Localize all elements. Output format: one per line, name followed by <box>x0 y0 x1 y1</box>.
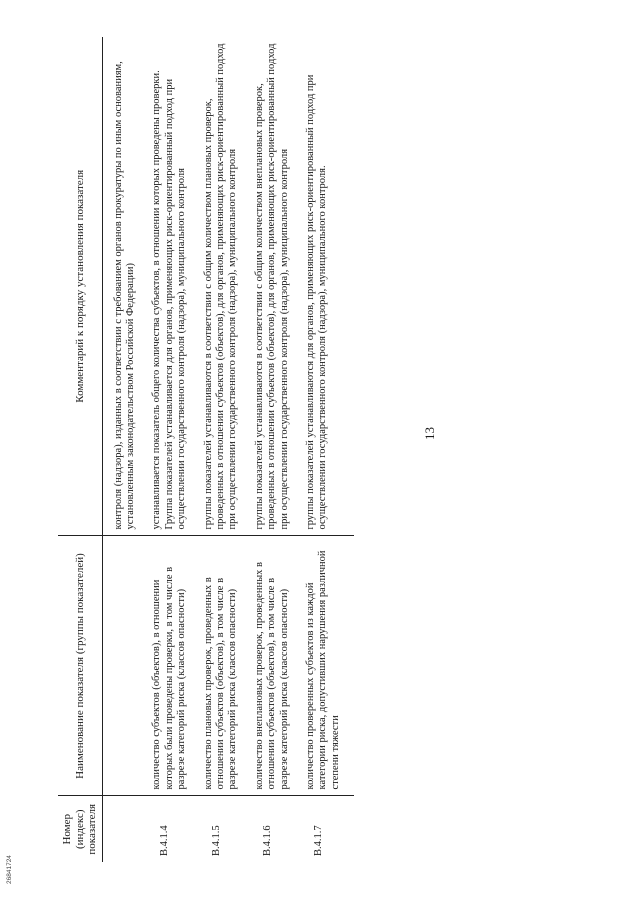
row-comment: группы показателей устанавливаются в соответствии с общим количеством плановых проверок, проведенных в отношении субъектов (объектов), для органов, применяющих риск-ориентированный подход при осуществлении государственного контроля (надзора), муниципального контроля <box>201 37 252 536</box>
row-comment: группы показателей устанавливаются в соответствии с общим количеством внеплановых проверок, проведенных в отношении субъектов (объектов), для органов, применяющих риск-ориентированный подход при осуществлении государственного контроля (надзора), муниципального контроля <box>252 37 303 536</box>
table-row <box>149 37 200 862</box>
table-row <box>102 37 149 862</box>
table-row <box>201 37 252 862</box>
row-comment: контроля (надзора), изданных в соответствии с требованием органов прокуратуры по иным основаниям, установленным законодательством Российской Федерации) <box>102 37 149 536</box>
row-code: В.4.1.7 <box>312 825 324 856</box>
row-code <box>102 796 149 862</box>
row-name: количество плановых проверок, проведенных в отношении субъектов (объектов), в том числе в разрезе категорий риска (классов опасности) <box>201 536 252 796</box>
table-row <box>252 37 303 862</box>
row-name <box>102 536 149 796</box>
document-id: 26841724 <box>6 855 13 884</box>
header-comment: Комментарий к порядку установления показателя <box>58 37 102 536</box>
rotated-table-frame <box>58 37 503 862</box>
row-comment: устанавливается показатель общего количества субъектов, в отношении которых проведены проверки. Группа показателей устанавливается для органов, применяющих риск-ориентированный подход при осуществлении государственного контроля (надзора), муниципального контроля <box>149 37 200 536</box>
row-name: количество внеплановых проверок, проведенных в отношении субъектов (объектов), в том числе в разрезе категорий риска (классов опасности) <box>252 536 303 796</box>
row-code: В.4.1.5 <box>210 825 222 856</box>
indicators-table <box>58 37 354 862</box>
table-header-row <box>58 37 102 862</box>
row-comment: группы показателей устанавливаются для органов, применяющих риск-ориентированный подход при осуществлении государственного контроля (надзора), муниципального контроля. <box>303 37 354 536</box>
row-code: В.4.1.6 <box>261 825 273 856</box>
header-name: Наименование показателя (группы показателей) <box>58 536 102 796</box>
header-index: Номер (индекс) показателя <box>58 796 102 862</box>
page-number: 13 <box>422 427 437 440</box>
row-code: В.4.1.4 <box>159 825 171 856</box>
row-name: количество субъектов (объектов), в отношении которых были проведены проверки, в том числе в разрезе категорий риска (классов опасности) <box>149 536 200 796</box>
row-name: количество проверенных субъектов из каждой категории риска, допустивших нарушения различной степени тяжести <box>303 536 354 796</box>
table-row <box>303 37 354 862</box>
